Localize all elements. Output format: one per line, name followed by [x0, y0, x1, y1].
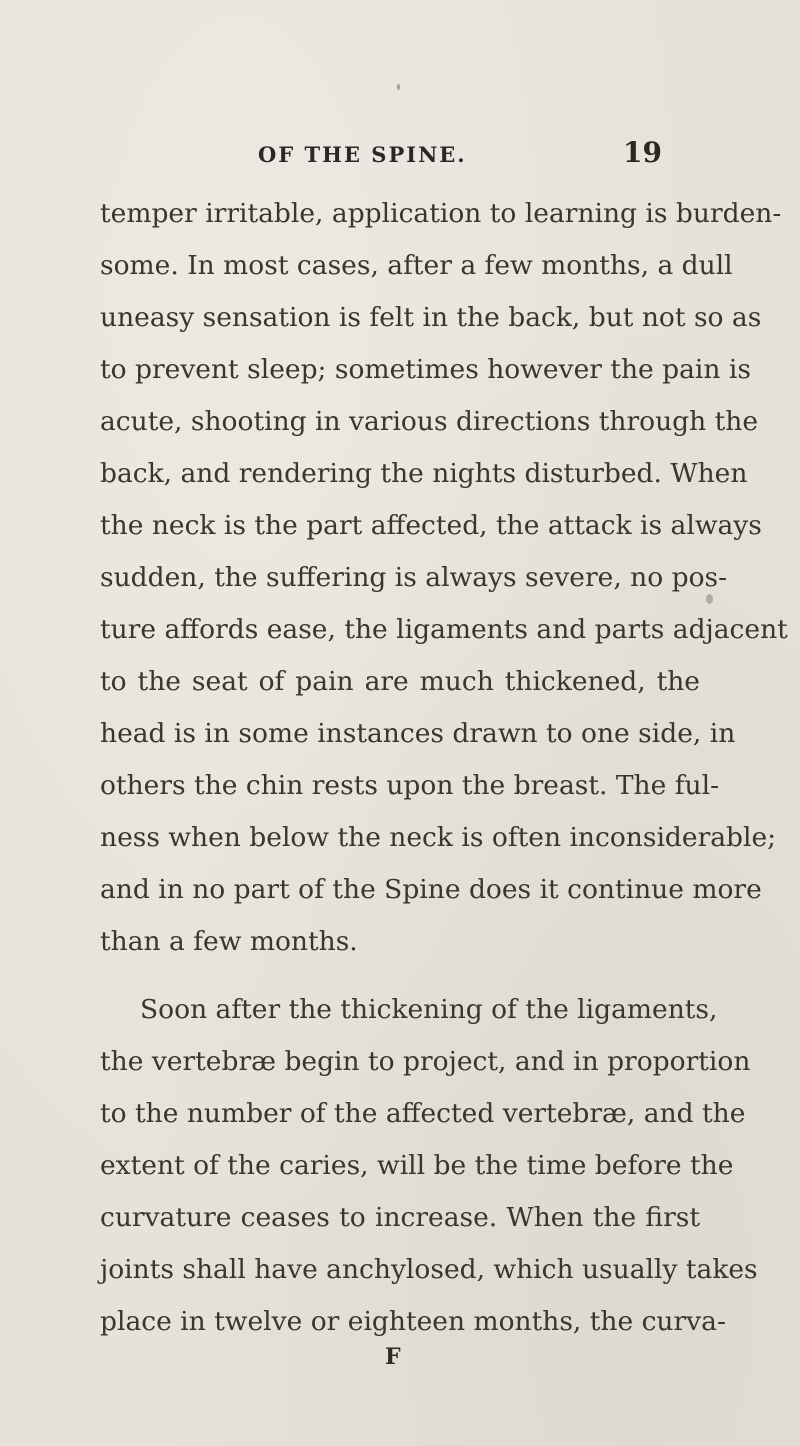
text-line: place in twelve or eighteen months, the curva-: [100, 1306, 726, 1337]
text-line: the vertebræ begin to project, and in proportion: [100, 1046, 751, 1077]
text-line: Soon after the thickening of the ligaments,: [140, 994, 718, 1025]
page-header: [258, 136, 662, 176]
text-line: the neck is the part affected, the attack is always: [100, 510, 762, 541]
text-line: and in no part of the Spine does it continue more: [100, 874, 762, 905]
running-head: OF THE SPINE.: [258, 142, 467, 167]
text-line: some. In most cases, after a few months, a dull: [100, 250, 733, 281]
ink-speck: [706, 594, 713, 604]
text-line: than a few months.: [100, 926, 358, 957]
text-line: joints shall have anchylosed, which usually takes: [100, 1254, 758, 1285]
page-number: 19: [623, 136, 662, 169]
text-line: ture affords ease, the ligaments and parts adjacent: [100, 614, 788, 645]
text-line: temper irritable, application to learning is burden-: [100, 198, 782, 229]
ink-speck: [397, 84, 400, 90]
text-line: to the seat of pain are much thickened, the: [100, 666, 700, 697]
text-line: ness when below the neck is often inconsiderable;: [100, 822, 777, 853]
text-line: head is in some instances drawn to one side, in: [100, 718, 736, 749]
text-line: acute, shooting in various directions through the: [100, 406, 759, 437]
signature-mark: F: [385, 1344, 401, 1370]
text-line: sudden, the suffering is always severe, no pos-: [100, 562, 728, 593]
text-line: to prevent sleep; sometimes however the pain is: [100, 354, 751, 385]
text-line: back, and rendering the nights disturbed. When: [100, 458, 748, 489]
text-line: to the number of the affected vertebræ, and the: [100, 1098, 746, 1129]
text-line: others the chin rests upon the breast. The ful-: [100, 770, 720, 801]
text-line: uneasy sensation is felt in the back, but not so as: [100, 302, 762, 333]
text-line: extent of the caries, will be the time before the: [100, 1150, 734, 1181]
text-line: curvature ceases to increase. When the first: [100, 1202, 700, 1233]
